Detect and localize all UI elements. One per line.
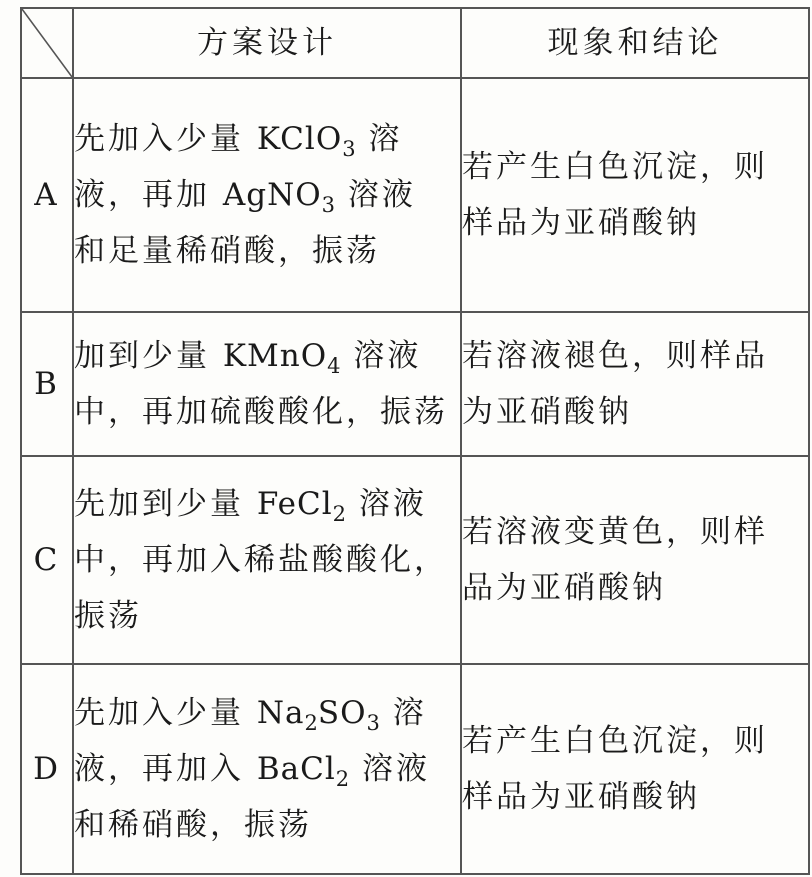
subscript: 4 [327, 354, 341, 378]
method-line [74, 111, 460, 167]
text: 溶 [355, 121, 403, 157]
result-line: 若溶液褪色，则样品 [462, 338, 768, 374]
method-line [74, 741, 460, 797]
result-line: 若溶液变黄色，则样 [462, 514, 768, 550]
corner-diagonal-cell [21, 8, 73, 78]
text: 先加到少量 [74, 486, 257, 522]
method-line [74, 685, 460, 741]
chem-formula: SO [317, 695, 367, 731]
result-cell [461, 456, 809, 664]
chem-formula: AgNO [222, 177, 322, 213]
diagonal-line [22, 9, 72, 77]
table-row [21, 664, 809, 874]
result-line: 为亚硝酸钠 [462, 394, 632, 430]
subscript: 2 [304, 711, 318, 735]
subscript: 2 [335, 767, 350, 791]
method-line: 振荡 [74, 598, 142, 634]
method-line: 中，再加硫酸酸化，振荡 [74, 394, 448, 430]
subscript: 3 [342, 137, 356, 161]
method-line [74, 328, 460, 384]
header-row [21, 8, 809, 78]
result-line: 样品为亚硝酸钠 [462, 779, 700, 815]
chem-formula: Na [256, 695, 305, 731]
result-line: 若产生白色沉淀，则 [462, 723, 768, 759]
text: 溶液 [349, 751, 430, 787]
method-cell [73, 664, 461, 874]
chem-formula: BaCl [256, 751, 336, 787]
text: 溶 [379, 695, 427, 731]
table-row [21, 456, 809, 664]
method-line: 和足量稀硝酸，振荡 [74, 233, 380, 269]
header-method: 方案设计 [73, 8, 461, 78]
text: 先加入少量 [74, 695, 257, 731]
chem-formula: KMnO [222, 338, 328, 374]
chem-formula: FeCl [256, 486, 333, 522]
table-row [21, 312, 809, 456]
text: 溶液 [346, 486, 427, 522]
method-line: 和稀硝酸，振荡 [74, 807, 312, 843]
subscript: 3 [366, 711, 380, 735]
result-line: 品为亚硝酸钠 [462, 570, 666, 606]
result-cell [461, 312, 809, 456]
row-label: C [21, 456, 73, 664]
subscript: 2 [332, 502, 347, 526]
method-line: 中，再加入稀盐酸酸化， [74, 542, 448, 578]
method-line [74, 167, 460, 223]
result-cell [461, 78, 809, 312]
text: 液，再加 [74, 177, 223, 213]
result-cell [461, 664, 809, 874]
text: 溶液 [340, 338, 422, 374]
text: 加到少量 [74, 338, 223, 374]
method-cell [73, 312, 461, 456]
subscript: 3 [321, 193, 336, 217]
method-line [74, 476, 460, 532]
header-result: 现象和结论 [461, 8, 809, 78]
experiment-table [20, 7, 810, 875]
table-row [21, 78, 809, 312]
text: 溶液 [335, 177, 416, 213]
row-label: A [21, 78, 73, 312]
row-label: B [21, 312, 73, 456]
result-line: 若产生白色沉淀，则 [462, 149, 768, 185]
method-cell [73, 456, 461, 664]
method-cell [73, 78, 461, 312]
row-label: D [21, 664, 73, 874]
result-line: 样品为亚硝酸钠 [462, 205, 700, 241]
text: 液，再加入 [74, 751, 257, 787]
chem-formula: KClO [256, 121, 343, 157]
text: 先加入少量 [74, 121, 257, 157]
